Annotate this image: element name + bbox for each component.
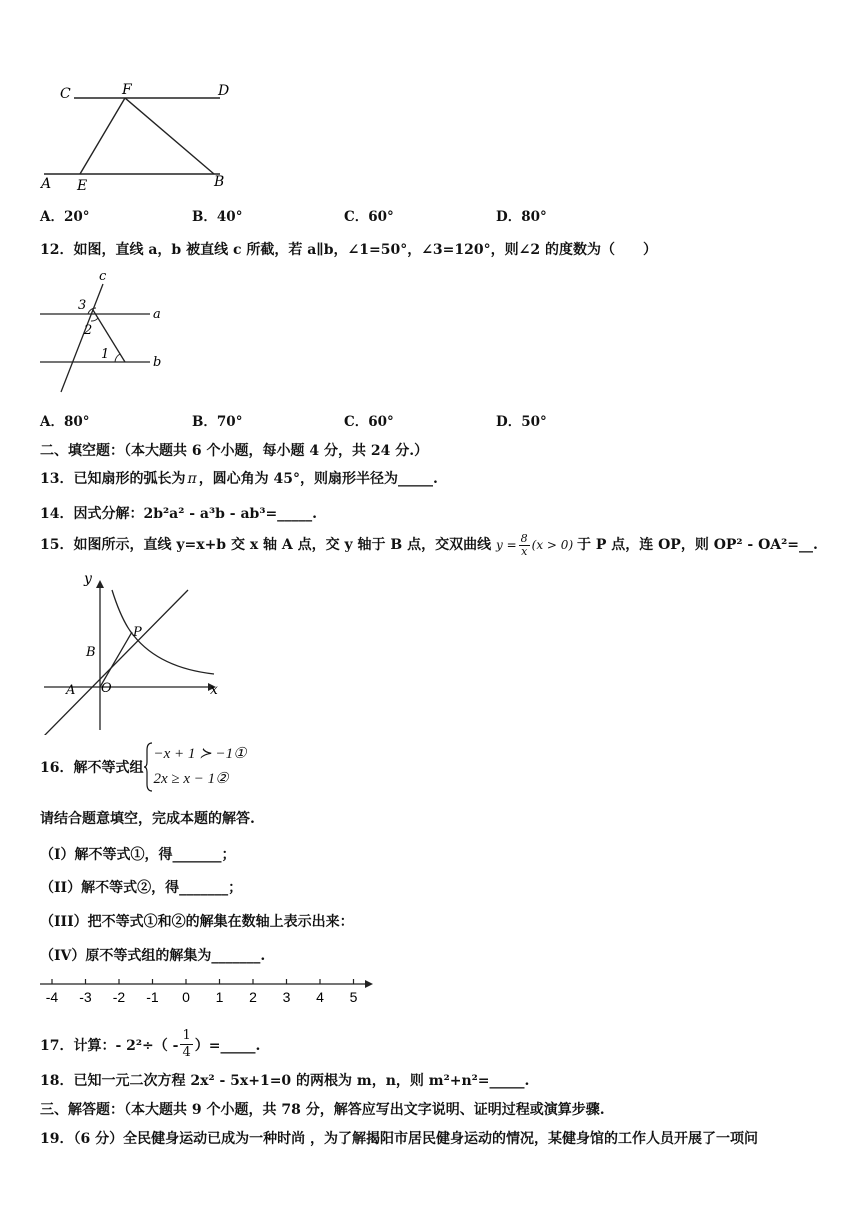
label-e: E <box>77 178 88 193</box>
q16-system <box>153 742 246 792</box>
number-line-label: 1 <box>215 989 224 1005</box>
q16-intro-row <box>40 742 247 792</box>
q16-step-1: （I）解不等式①，得_______； <box>40 847 236 863</box>
number-line-arrow <box>365 980 373 988</box>
q11-choice-b[interactable]: B．40° <box>192 209 243 225</box>
q15-formula-lhs: y = <box>496 538 517 552</box>
q18-text: 18．已知一元二次方程 2x² - 5x+1=0 的两根为 m，n，则 m²+n²=_____. <box>40 1073 530 1089</box>
label-o: O <box>101 681 112 696</box>
number-line-label: -4 <box>45 989 59 1005</box>
label-a: A <box>66 683 76 698</box>
angle-2-arc <box>91 318 98 321</box>
number-line-label: 4 <box>316 989 324 1005</box>
label-b: b <box>153 355 162 370</box>
q14-text: 14．因式分解：2b²a² - a³b - ab³=_____. <box>40 506 318 522</box>
q15-figure <box>38 570 228 735</box>
q19-text: 19．（6 分）全民健身运动已成为一种时尚 ，为了解揭阳市居民健身运动的情况，某健身馆的工作人员开展了一项问 <box>40 1131 758 1147</box>
q15-pre: 15．如图所示，直线 y=x+b 交 x 轴 A 点，交 y 轴于 B 点，交双曲线 <box>40 537 492 553</box>
q13-post: ，圆心角为 45°，则扇形半径为_____. <box>198 471 438 487</box>
label-a: A <box>41 176 52 192</box>
label-a: a <box>153 307 161 322</box>
q16-intro: 16．解不等式组 <box>40 760 144 776</box>
number-line-label: -3 <box>79 989 92 1005</box>
label-f: F <box>122 82 132 98</box>
label-c: c <box>99 269 107 284</box>
q16-prompt: 请结合题意填空，完成本题的解答. <box>40 811 255 827</box>
y-axis-arrow <box>96 580 104 588</box>
hyperbola <box>112 590 214 674</box>
q16-step-2: （II）解不等式②，得_______； <box>40 880 243 896</box>
segment-fb <box>125 98 214 174</box>
angle-1-arc <box>115 354 120 362</box>
q11-choice-a[interactable]: A．20° <box>40 209 90 225</box>
segment-fe <box>80 98 125 174</box>
number-line-label: -1 <box>146 989 159 1005</box>
number-line-label: 5 <box>349 989 358 1005</box>
label-d: D <box>218 83 230 99</box>
q13-text <box>40 468 438 488</box>
number-line-ticks <box>46 979 358 1005</box>
q16-ineq1: −x + 1 ≻ −1① <box>153 746 247 762</box>
q17-fraction <box>180 1028 192 1061</box>
label-p: P <box>133 625 142 640</box>
q15-formula-cond: (x > 0) <box>531 538 574 552</box>
label-b: B <box>214 174 225 190</box>
label-b: B <box>86 645 96 660</box>
section2-heading: 二、填空题：（本大题共 6 个小题，每小题 4 分，共 24 分.） <box>40 443 429 459</box>
q12-text: 12．如图，直线 a，b 被直线 c 所截，若 a∥b，∠1=50°，∠3=120°，则∠2 的度数为（ ） <box>40 242 657 258</box>
q16-step-4: （IV）原不等式组的解集为_______. <box>40 948 266 964</box>
segment-op <box>100 632 132 687</box>
number-line-label: 2 <box>249 989 257 1005</box>
q13-pre: 13．已知扇形的弧长为 <box>40 471 186 487</box>
number-line-label: 0 <box>182 989 190 1005</box>
label-3: 3 <box>78 298 87 313</box>
number-line-label: -2 <box>112 989 126 1005</box>
number-line <box>38 975 378 1011</box>
number-line-label: 3 <box>282 989 291 1005</box>
label-1: 1 <box>101 347 110 362</box>
q12-choice-c[interactable]: C．60° <box>344 414 394 430</box>
q12-choices <box>40 410 660 430</box>
q17-frac-den: 4 <box>182 1045 191 1060</box>
q11-choice-d[interactable]: D．80° <box>496 209 547 225</box>
q17-text <box>40 1028 260 1061</box>
label-x: x <box>210 682 218 698</box>
q11-choices <box>40 205 660 225</box>
q12-choice-d[interactable]: D．50° <box>496 414 547 430</box>
q16-ineq2: 2x ≥ x − 1② <box>153 771 229 787</box>
q12-choice-b[interactable]: B．70° <box>192 414 243 430</box>
q15-fraction <box>519 533 530 558</box>
q15-frac-num: 8 <box>520 532 528 545</box>
q17-frac-num: 1 <box>182 1028 191 1043</box>
label-2: 2 <box>84 323 93 338</box>
section3-heading: 三、解答题：（本大题共 9 个小题，共 78 分，解答应写出文字说明、证明过程或演算步骤. <box>40 1102 605 1118</box>
label-y: y <box>84 571 92 587</box>
q11-figure <box>38 78 248 193</box>
q11-choice-c[interactable]: C．60° <box>344 209 394 225</box>
q16-step-3: （III）把不等式①和②的解集在数轴上表示出来： <box>40 914 354 930</box>
q17-pre: 17．计算：- 2²÷（ - <box>40 1037 179 1054</box>
q15-post: 于 P 点，连 OP，则 OP² - OA²=__. <box>576 537 818 553</box>
q15-text <box>40 533 818 558</box>
q12-figure <box>38 266 168 396</box>
brace-icon <box>143 742 153 792</box>
q17-post: ）=_____. <box>194 1037 261 1054</box>
q12-choice-a[interactable]: A．80° <box>40 414 90 430</box>
q15-frac-den: x <box>521 545 528 558</box>
q15-formula <box>496 532 577 558</box>
label-c: C <box>60 86 71 102</box>
q13-pi: π <box>187 471 197 487</box>
